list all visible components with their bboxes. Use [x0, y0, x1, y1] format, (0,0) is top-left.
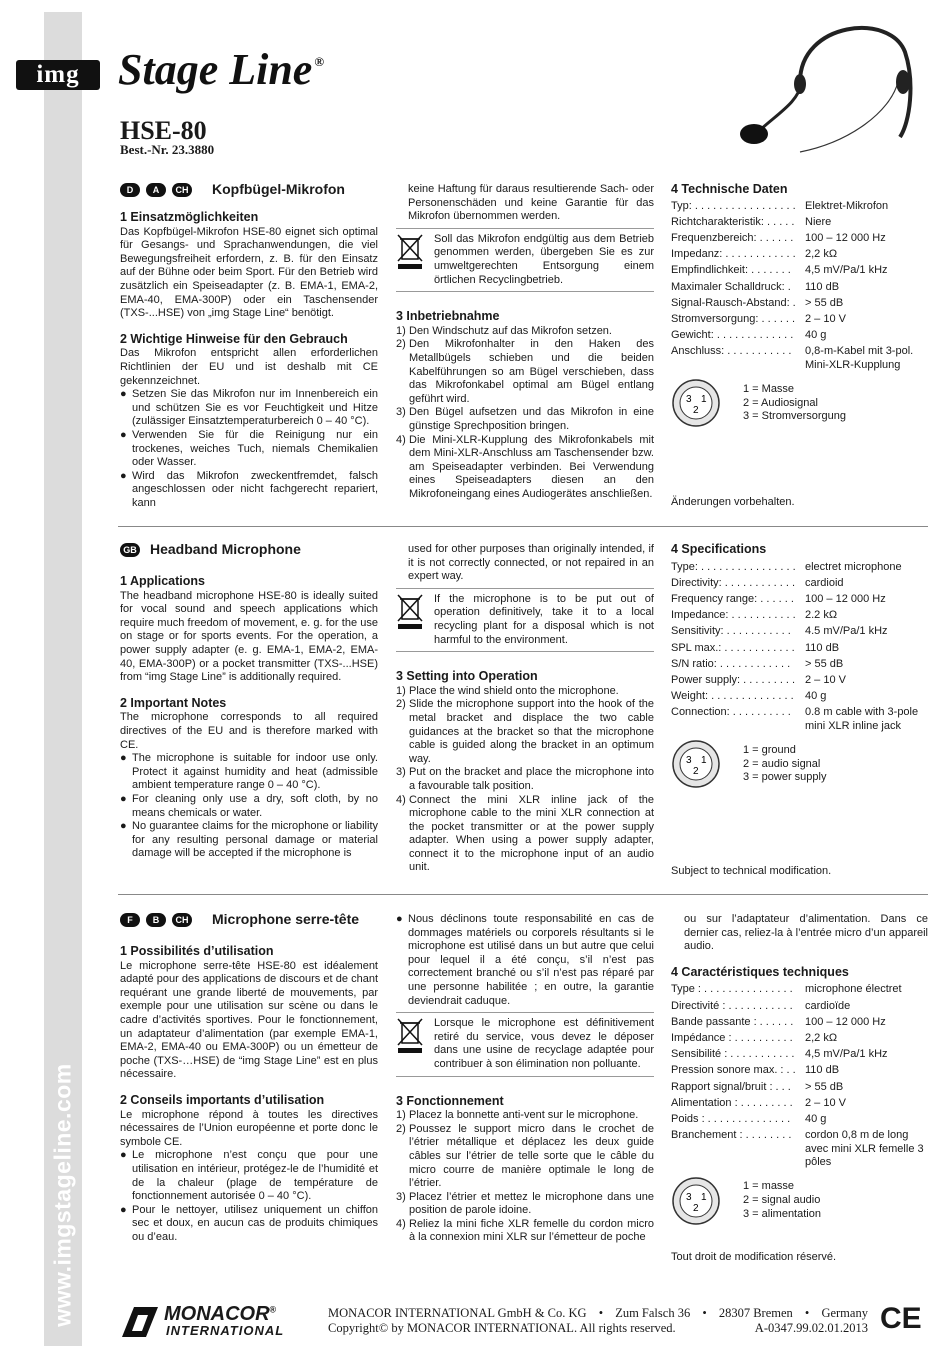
spec-row: Type : . . . . . . . . . . . . . . . microphone électret	[671, 983, 902, 996]
spec-row: Impédance : . . . . . . . . . . 2,2 kΩ	[671, 1031, 838, 1044]
spec-row: SPL max.: . . . . . . . . . . . . 110 dB	[671, 641, 840, 654]
gb-s4-title: 4 Specifications	[671, 542, 767, 556]
list-item: ● Wird das Mikrofon zweckentfremdet, falsch angeschlossen oder nicht fachgerecht repariert, kann	[120, 469, 378, 509]
flag-badge-a: A	[146, 183, 166, 197]
list-item: 3) Placez l’étrier et mettez le microphone dans une position de parole idoine.	[396, 1190, 654, 1217]
list-item: 1) Den Windschutz auf das Mikrofon setzen.	[396, 324, 612, 337]
spec-row: Signal-Rausch-Abstand: . > 55 dB	[671, 296, 844, 309]
de-section-header	[120, 183, 378, 197]
xlr-connector-icon	[671, 1176, 721, 1226]
list-item: 2) Poussez le support micro dans le crochet de l’étrier métallique et déplacez les deux guide câbles sur l’étrier de telle sorte que le câble du micro courre de manière optimale le long de l’étrier.	[396, 1122, 654, 1190]
spec-row: Connection: . . . . . . . . . . 0.8 m cable with 3-pole mini XLR inline jack	[671, 706, 919, 732]
spec-row: Anschluss: . . . . . . . . . . . 0,8-m-Kabel mit 3-pol. Mini-XLR-Kupplung	[671, 345, 914, 371]
list-item: 4) Connect the mini XLR inline jack of the microphone cable to the mini XLR connection at the pocket transmitter or at the power supply adapter. When using a power supply adapter, connect it to the microphone input of an audio unit.	[396, 793, 654, 874]
gb-s2-text: The microphone corresponds to all required directives of the EU and is therefore marked with CE.	[120, 711, 378, 751]
spec-row: Empfindlichkeit: . . . . . . . 4,5 mV/Pa/1 kHz	[671, 264, 888, 277]
fr-s3-title: 3 Fonctionnement	[396, 1093, 504, 1108]
spec-row: Typ: . . . . . . . . . . . . . . . . . Elektret-Mikrofon	[671, 199, 889, 212]
list-item: 3) Den Bügel aufsetzen und das Mikrofon in eine günstige Sprechposition bringen.	[396, 406, 654, 432]
recycle-text: If the microphone is to be put out of operation definitively, take it to a local recycling plant for a disposal which is not harmful to the environment.	[434, 592, 654, 646]
list-item: ● Nous déclinons toute responsabilité en cas de dommages matériels ou corporels résultants si le microphone est utilisé dans un but autre que celui pour lequel il a été conçu, s’il n’est pas correctement branché ou s’il n’est pas réparé par une personne habilitée ; en outre, la garantie deviendrait caduque.	[396, 913, 654, 1007]
list-item: ● Le microphone n’est conçu que pour une utilisation en intérieur, protégez-le de l’humidité et de la chaleur (plage de température de fonctionnement autorisée 0 – 40 °C).	[120, 1149, 378, 1203]
gb-column-2	[396, 543, 654, 875]
list-item: 2) Slide the microphone support into the hook of the metal bracket and displace the two cable guidances at the bracket so that the microphone cable is guided along the bracket in an optimum way.	[396, 698, 654, 765]
gb-section-header	[120, 543, 378, 557]
gb-column-1	[120, 543, 378, 861]
flag-badge-ch: CH	[172, 183, 192, 197]
de-s1-text: Das Kopfbügel-Mikrofon HSE-80 eignet sich optimal für Gesangs- und Sprachanwendungen, die viel Bewegungsfreiheit erfordern, z. B. für den Einsatz auf der Bühne oder beim Sport. Für den Betrieb wird zusätzlich ein Speiseadapter (z. B. EMA-1, EMA-2, EMA-40, EMA-300P) oder ein Taschensender (TXS-...HSE) von „img Stage Line“ benötigt.	[120, 225, 378, 320]
stage-line-logo: Stage Line ®	[118, 45, 325, 94]
gb-column-3	[671, 543, 928, 789]
fr-modification-note: Tout droit de modification réservé.	[671, 1251, 837, 1263]
de-column-2	[396, 183, 654, 501]
spec-row: Rapport signal/bruit : . . . > 55 dB	[671, 1080, 844, 1093]
spec-row: Poids : . . . . . . . . . . . . . . 40 g	[671, 1112, 827, 1125]
spec-row: Impedance: . . . . . . . . . . . 2.2 kΩ	[671, 609, 838, 622]
model-title: HSE-80	[120, 116, 207, 145]
spec-row: Impedanz: . . . . . . . . . . . . 2,2 kΩ	[671, 248, 838, 261]
spec-row: Directivité : . . . . . . . . . . . cardioïde	[671, 999, 851, 1012]
recycle-text: Lorsque le microphone est définitivement retiré du service, vous devez le déposer dans une usine de recyclage adaptée pour contribuer à son élimination non polluante.	[434, 1017, 654, 1070]
de-s2-text: Das Mikrofon entspricht allen erforderlichen Richtlinien der EU und ist deshalb mit CE gekennzeichnet.	[120, 347, 378, 387]
gb-title: Headband Microphone	[150, 541, 301, 558]
xlr-diagram: 3 1 2 1 = masse 2 = signal audio 3 = alimentation	[671, 1176, 928, 1226]
svg-text:3: 3	[686, 755, 692, 767]
de-s2-title: 2 Wichtige Hinweise für den Gebrauch	[120, 331, 348, 346]
img-logo: img	[16, 60, 100, 90]
gb-s1-title: 1 Applications	[120, 574, 205, 588]
xlr-connector-icon	[671, 378, 721, 428]
gb-s3-title: 3 Setting into Operation	[396, 669, 538, 684]
fr-column-3	[671, 913, 928, 1226]
spec-row: Gewicht: . . . . . . . . . . . . . 40 g	[671, 329, 827, 342]
de-s3-title: 3 Inbetriebnahme	[396, 309, 500, 324]
fr-title: Microphone serre-tête	[212, 911, 360, 928]
recycle-text: Soll das Mikrofon endgültig aus dem Betrieb genommen werden, übergeben Sie es zur umweltgerechten Entsorgung einem örtlichen Recyclingbetrieb.	[434, 232, 654, 286]
list-item: ● The microphone is suitable for indoor use only. Protect it against humidity and heat (admissible ambient temperature range 0 – 40 °C).	[120, 752, 378, 792]
list-item: 4) Reliez la mini fiche XLR femelle du cordon micro à la connexion mini XLR sur l’émetteur de poche	[396, 1217, 654, 1244]
svg-text:1: 1	[701, 1191, 707, 1203]
flag-badge-gb: GB	[120, 543, 140, 557]
section-divider	[118, 526, 928, 527]
recycle-bin-icon	[396, 593, 426, 631]
recycle-note	[396, 1012, 654, 1076]
fr-s4-title: 4 Caractéristiques techniques	[671, 964, 849, 979]
de-s4-title: 4 Technische Daten	[671, 182, 788, 196]
list-item: ● Verwenden Sie für die Reinigung nur ein trockenes, weiches Tuch, niemals Chemikalien oder Wasser.	[120, 428, 378, 469]
recycle-note	[396, 228, 654, 292]
gb-s1-text: The headband microphone HSE-80 is ideally suited for vocal sound and speech applications which require much freedom of movement, e. g. for the use on stage or for sports events. For the operation, a power supply adapter (e. g. EMA-1, EMA-2, EMA-40, EMA-300P) or a pocket transmitter (TXS-...HSE) from “img Stage Line” is additionally required.	[120, 589, 378, 684]
spec-row: S/N ratio: . . . . . . . . . . . . > 55 dB	[671, 657, 844, 670]
xlr-diagram: 3 1 2 1 = ground 2 = audio signal 3 = power supply	[671, 739, 928, 789]
de-title: Kopfbügel-Mikrofon	[212, 181, 345, 198]
xlr-connector-icon	[671, 739, 721, 789]
fr-s3-continued: ou sur l’adaptateur d’alimentation. Dans ce dernier cas, reliez-la à l’entrée micro d’un appareil audio.	[684, 913, 928, 953]
fr-s1-title: 1 Possibilités d’utilisation	[120, 944, 274, 958]
spec-row: Type: . . . . . . . . . . . . . . . . electret microphone	[671, 560, 902, 573]
svg-text:3: 3	[686, 1191, 692, 1203]
de-s2-continued: keine Haftung für daraus resultierende Sach- oder Personenschäden und keine Garantie für das Mikrofon übernommen werden.	[408, 183, 654, 223]
list-item: 4) Die Mini-XLR-Kupplung des Mikrofonkabels mit dem Mini-XLR-Anschluss am Taschensender bzw. am Speiseadapter verbinden. Bei Verwendung eines Speiseadapters diesen an den Mikrofoneingang eines Audiogerätes anschließen.	[396, 433, 654, 500]
fr-section-header	[120, 913, 378, 927]
monacor-emblem-icon	[120, 1305, 160, 1339]
de-modification-note: Änderungen vorbehalten.	[671, 496, 795, 508]
list-item: 3) Put on the bracket and place the microphone into a favourable talk position.	[396, 766, 654, 792]
svg-text:1: 1	[701, 394, 707, 406]
spec-row: Stromversorgung: . . . . . . 2 – 10 V	[671, 312, 846, 325]
spec-row: Maximaler Schalldruck: . 110 dB	[671, 280, 840, 293]
fr-s2-text: Le microphone répond à toutes les directives nécessaires de l’Union européenne et porte donc le symbole CE.	[120, 1108, 378, 1148]
svg-text:2: 2	[693, 766, 699, 778]
list-item: ● No guarantee claims for the microphone or liability for any resulting personal damage or material damage will be accepted if the microphone is	[120, 820, 378, 860]
spec-row: Power supply: . . . . . . . . . 2 – 10 V	[671, 673, 846, 686]
flag-badge-ch: CH	[172, 913, 192, 927]
de-s1-title: 1 Einsatzmöglichkeiten	[120, 210, 259, 224]
recycle-bin-icon	[396, 233, 426, 271]
list-item: ● For cleaning only use a dry, soft cloth, by no means chemicals or water.	[120, 792, 378, 819]
list-item: ● Setzen Sie das Mikrofon nur im Innenbereich ein und schützen Sie es vor Feuchtigkeit und Hitze (zulässiger Einsatztemperaturbereich 0 – 40 °C).	[120, 388, 378, 428]
spec-row: Directivity: . . . . . . . . . . . . cardioid	[671, 576, 844, 589]
list-item: 1) Placez la bonnette anti-vent sur le microphone.	[396, 1109, 639, 1122]
svg-text:2: 2	[693, 1202, 699, 1214]
recycle-note	[396, 588, 654, 652]
spec-row: Weight: . . . . . . . . . . . . . . 40 g	[671, 690, 827, 703]
list-item: 2) Den Mikrofonhalter in den Haken des Metallbügels schieben und die beiden Kabelführungen so am Bügel verschieben, dass das Mikrofonkabel optimal am Bügel entlang geführt wird.	[396, 338, 654, 405]
svg-text:2: 2	[693, 405, 699, 417]
fr-column-1	[120, 913, 378, 1244]
spec-row: Frequency range: . . . . . . 100 – 12 000 Hz	[671, 592, 886, 605]
headset-image	[740, 12, 930, 162]
spec-row: Alimentation : . . . . . . . . . 2 – 10 V	[671, 1096, 846, 1109]
spec-row: Richtcharakteristik: . . . . . Niere	[671, 215, 832, 228]
de-column-3	[671, 183, 928, 428]
spec-row: Frequenzbereich: . . . . . . 100 – 12 000 Hz	[671, 231, 886, 244]
order-number: Best.-Nr. 23.3880	[120, 142, 215, 157]
de-column-1	[120, 183, 378, 510]
fr-s2-title: 2 Conseils importants d’utilisation	[120, 1092, 325, 1107]
spec-row: Pression sonore max. : . . 110 dB	[671, 1064, 840, 1077]
spec-row: Bande passante : . . . . . . 100 – 12 000 Hz	[671, 1015, 886, 1028]
gb-modification-note: Subject to technical modification.	[671, 865, 832, 877]
list-item: 1) Place the wind shield onto the microphone.	[396, 684, 619, 697]
svg-text:3: 3	[686, 394, 692, 406]
section-divider	[118, 894, 928, 895]
recycle-bin-icon	[396, 1017, 426, 1055]
spec-row: Sensibilité : . . . . . . . . . . . 4,5 mV/Pa/1 kHz	[671, 1048, 888, 1061]
flag-badge-b: B	[146, 913, 166, 927]
flag-badge-f: F	[120, 913, 140, 927]
gb-s2-title: 2 Important Notes	[120, 695, 227, 710]
flag-badge-d: D	[120, 183, 140, 197]
fr-column-2	[396, 913, 654, 1245]
list-item: ● Pour le nettoyer, utilisez uniquement un chiffon sec et doux, en aucun cas de produits chimiques ou d’eau.	[120, 1203, 378, 1243]
svg-text:1: 1	[701, 755, 707, 767]
fr-s1-text: Le microphone serre-tête HSE-80 est idéalement adapté pour des applications de discours et de chant requérant une grande liberté de mouvements, par exemple pour une utilisation sur scène ou dans le cadre d’activités sportives. Pour le fonctionnement, un adaptateur d’alimentation (par exemple EMA-1, EMA-2, EMA-40 ou EMA-300P) ou un émetteur de poche (TXS-…HSE) de “img Stage Line” est en plus nécessaire.	[120, 959, 378, 1081]
footer-address: MONACOR INTERNATIONAL GmbH & Co. KG • Zum Falsch 36 • 28307 Bremen • Germany Copyright© by MONACOR INTERNATIONAL. All rights reserved. A-0347.99.02.01.2013	[328, 1306, 868, 1335]
website-url[interactable]: www.imgstageline.com	[49, 1063, 76, 1327]
spec-row: Branchement : . . . . . . . . cordon 0,8 m de long avec mini XLR femelle 3 pôles	[671, 1129, 924, 1169]
gb-s2-continued: used for other purposes than originally intended, if it is not correctly connected, or not repaired in an expert way.	[408, 543, 654, 583]
spec-row: Sensitivity: . . . . . . . . . . . 4.5 mV/Pa/1 kHz	[671, 625, 888, 638]
ce-mark: CE	[880, 1302, 922, 1335]
xlr-diagram: 3 1 2 1 = Masse 2 = Audiosignal 3 = Stromversorgung	[671, 378, 928, 428]
